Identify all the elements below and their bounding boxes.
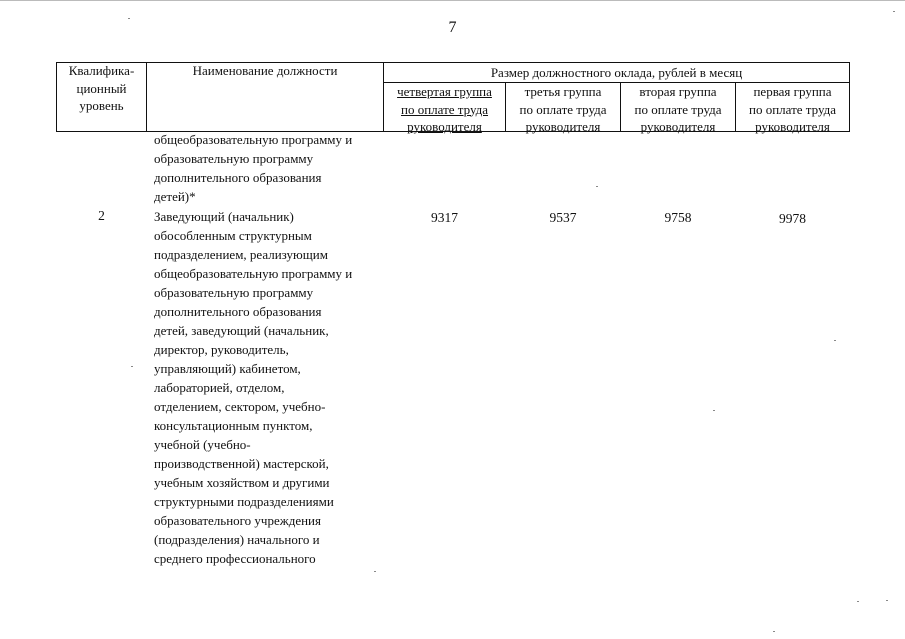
header-group-two: вторая группа по оплате труда руководителя	[634, 84, 722, 134]
scan-speck	[773, 631, 775, 632]
continuation-text: общеобразовательную программу и образовательную программу дополнительного образования детей)*	[154, 132, 353, 204]
scan-speck	[834, 340, 836, 341]
row-level: 2	[98, 208, 105, 223]
row-position-name: Заведующий (начальник) обособленным структурным подразделением, реализующим общеобразовательную программу и образовательную программу дополнительного образования детей, заведующий (начальник, директор, руководитель, управляющий) кабинетом, лабораторией, отделом, отделением, сектором, учебно- консультационным пунктом, учебной (учебно- производственной) мастерской, учебным хозяйством и другими структурными подразделениями образовательного учреждения (подразделения) начального и среднего профессионального	[154, 209, 353, 566]
scan-speck	[131, 366, 133, 367]
header-qualification-level: Квалифика- ционный уровень	[68, 63, 135, 113]
scan-speck	[857, 601, 859, 602]
header-group-three: третья группа по оплате труда руководителя	[519, 84, 607, 134]
header-group-one: первая группа по оплате труда руководителя	[748, 84, 837, 134]
header-group-four: четвертая группа по оплате труда руководителя	[397, 84, 492, 134]
scan-speck	[886, 600, 888, 601]
salary-group-two: 9758	[664, 210, 692, 225]
top-edge-rule	[0, 0, 905, 1]
scan-speck	[713, 410, 715, 411]
scan-speck	[596, 186, 598, 187]
page-number: 7	[448, 19, 457, 36]
salary-group-one: 9978	[779, 211, 806, 226]
salary-group-three: 9537	[549, 210, 577, 225]
header-salary-size: Размер должностного оклада, рублей в месяц	[490, 65, 743, 80]
scan-speck	[893, 11, 895, 12]
header-position-name: Наименование должности	[192, 63, 338, 78]
scan-speck	[128, 18, 130, 19]
salary-group-four: 9317	[431, 210, 458, 225]
scan-speck	[374, 571, 376, 572]
